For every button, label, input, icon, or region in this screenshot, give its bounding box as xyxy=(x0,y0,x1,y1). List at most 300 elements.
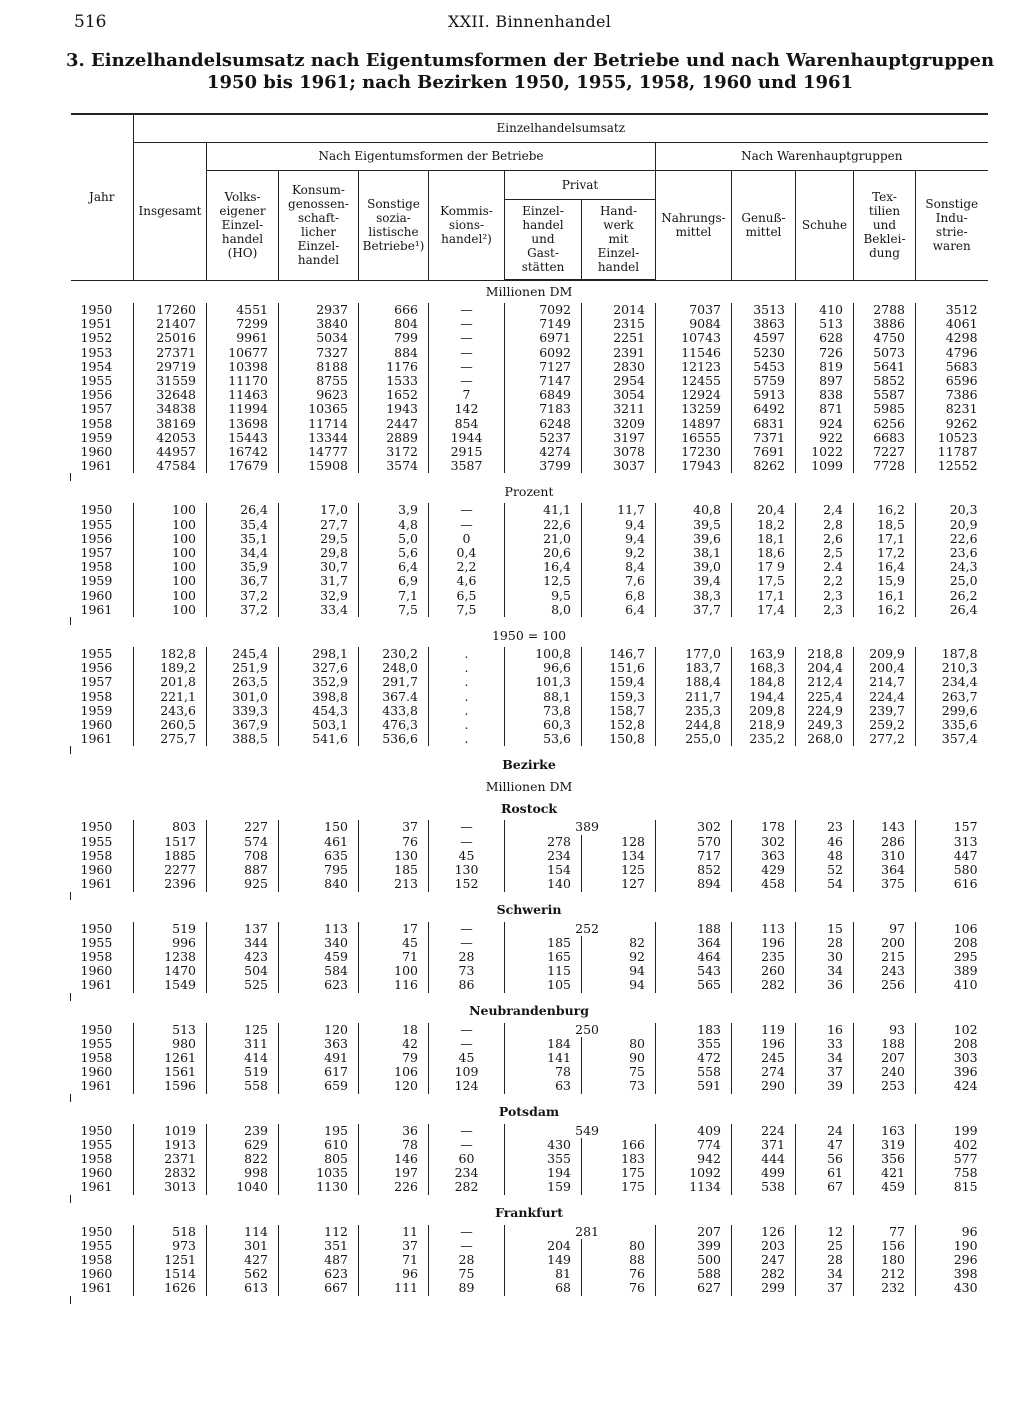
value-cell: 39,5 xyxy=(656,518,732,532)
value-cell: 39,4 xyxy=(656,574,732,588)
value-cell: 140 xyxy=(505,877,582,891)
value-cell: 92 xyxy=(582,950,656,964)
table-row xyxy=(71,1138,988,1152)
value-cell: 399 xyxy=(656,1239,732,1253)
value-cell: 4061 xyxy=(916,317,988,331)
value-cell: 27371 xyxy=(134,346,207,360)
section-label: 1950 = 100 xyxy=(491,627,567,643)
value-cell: 11787 xyxy=(916,445,988,459)
value-cell: 17,5 xyxy=(732,574,796,588)
value-cell: 163,9 xyxy=(732,647,796,661)
value-cell: 38,3 xyxy=(656,589,732,603)
value-cell: 7127 xyxy=(505,360,582,374)
header-kommissionshandel: Kommis- sions- handel²) xyxy=(429,170,505,280)
value-cell: 301 xyxy=(207,1239,279,1253)
value-cell: 154 xyxy=(505,863,582,877)
value-cell: . xyxy=(429,647,505,661)
value-cell: 295 xyxy=(916,950,988,964)
value-cell: 2,6 xyxy=(796,532,854,546)
value-cell: 21407 xyxy=(134,317,207,331)
value-cell: 344 xyxy=(207,936,279,950)
value-cell: 5034 xyxy=(279,331,359,345)
value-cell: 158,7 xyxy=(582,704,656,718)
value-cell: 884 xyxy=(359,346,429,360)
value-cell: 105 xyxy=(505,978,582,992)
value-cell: 301,0 xyxy=(207,690,279,704)
value-cell: 299 xyxy=(732,1281,796,1295)
value-cell: 12 xyxy=(796,1225,854,1239)
value-cell: 2447 xyxy=(359,417,429,431)
value-cell: 183 xyxy=(656,1023,732,1037)
value-cell: 758 xyxy=(916,1166,988,1180)
value-cell: 260 xyxy=(732,964,796,978)
value-cell: — xyxy=(429,1138,505,1152)
value-cell: 5453 xyxy=(732,360,796,374)
value-cell: 7327 xyxy=(279,346,359,360)
value-cell: 351 xyxy=(279,1239,359,1253)
section-label: Millionen DM xyxy=(485,283,573,299)
value-cell: 16,2 xyxy=(854,503,916,517)
value-cell: 47584 xyxy=(134,459,207,473)
value-cell: 298,1 xyxy=(279,647,359,661)
year-cell: 1960 xyxy=(80,1064,113,1080)
table-row xyxy=(71,1253,988,1267)
table-row xyxy=(71,303,988,317)
value-cell: 96 xyxy=(359,1267,429,1281)
header-einzelhandel-gaststaetten: Einzel- handel und Gast- stätten xyxy=(505,199,582,280)
value-cell: 250 xyxy=(505,1023,656,1037)
value-cell: 184,8 xyxy=(732,675,796,689)
value-cell: 3037 xyxy=(582,459,656,473)
value-cell: 18 xyxy=(359,1023,429,1037)
value-cell: 1561 xyxy=(134,1065,207,1079)
value-cell: 7,5 xyxy=(429,603,505,617)
value-cell: 100 xyxy=(134,589,207,603)
value-cell: 2,3 xyxy=(796,603,854,617)
value-cell: 227 xyxy=(207,820,279,834)
value-cell: 143 xyxy=(854,820,916,834)
value-cell: 543 xyxy=(656,964,732,978)
spacer xyxy=(71,1094,988,1102)
value-cell: 47 xyxy=(796,1138,854,1152)
value-cell: 4274 xyxy=(505,445,582,459)
value-cell: 5641 xyxy=(854,360,916,374)
value-cell: 629 xyxy=(207,1138,279,1152)
spacer xyxy=(71,1195,988,1203)
value-cell: 100 xyxy=(359,964,429,978)
spacer xyxy=(71,993,988,1001)
value-cell: 194 xyxy=(505,1166,582,1180)
table-row xyxy=(71,503,988,517)
title-line-1: 3. Einzelhandelsumsatz nach Eigentumsformen der Betriebe und nach Warenhauptgruppen xyxy=(65,50,995,71)
year-cell: 1952 xyxy=(80,330,113,346)
value-cell: 30,7 xyxy=(279,560,359,574)
value-cell: 18,1 xyxy=(732,532,796,546)
value-cell: 26,4 xyxy=(916,603,988,617)
value-cell: 11,7 xyxy=(582,503,656,517)
value-cell: 17 9 xyxy=(732,560,796,574)
table-row xyxy=(71,459,988,473)
table-row xyxy=(71,1079,988,1093)
value-cell: — xyxy=(429,936,505,950)
value-cell: 256 xyxy=(854,978,916,992)
value-cell: 27,7 xyxy=(279,518,359,532)
value-cell: 159 xyxy=(505,1180,582,1194)
value-cell: 239 xyxy=(207,1124,279,1138)
value-cell: 221,1 xyxy=(134,690,207,704)
value-cell: 252 xyxy=(505,922,656,936)
value-cell: 79 xyxy=(359,1051,429,1065)
value-cell: 536,6 xyxy=(359,732,429,746)
table-row xyxy=(71,1124,988,1138)
table-row xyxy=(71,374,988,388)
value-cell: 7147 xyxy=(505,374,582,388)
value-cell: 24,3 xyxy=(916,560,988,574)
value-cell: 29,5 xyxy=(279,532,359,546)
table-row xyxy=(71,718,988,732)
value-cell: 208 xyxy=(916,1037,988,1051)
table-row xyxy=(71,647,988,661)
value-cell: 897 xyxy=(796,374,854,388)
value-cell: . xyxy=(429,718,505,732)
value-cell: 44957 xyxy=(134,445,207,459)
value-cell: 311 xyxy=(207,1037,279,1051)
header-konsum: Konsum- genossen- schaft- licher Einzel- handel xyxy=(279,170,359,280)
value-cell: 0 xyxy=(429,532,505,546)
value-cell: 7183 xyxy=(505,402,582,416)
value-cell: 17943 xyxy=(656,459,732,473)
value-cell: 410 xyxy=(916,978,988,992)
value-cell: 410 xyxy=(796,303,854,317)
value-cell: 922 xyxy=(796,431,854,445)
value-cell: 73 xyxy=(582,1079,656,1093)
table-row xyxy=(71,317,988,331)
value-cell: 189,2 xyxy=(134,661,207,675)
year-cell: 1959 xyxy=(80,429,113,445)
value-cell: 13259 xyxy=(656,402,732,416)
value-cell: 100 xyxy=(134,532,207,546)
value-cell: 120 xyxy=(359,1079,429,1093)
value-cell: 2954 xyxy=(582,374,656,388)
year-cell: 1961 xyxy=(80,1179,113,1195)
value-cell: 45 xyxy=(429,1051,505,1065)
year-cell: 1956 xyxy=(80,530,113,546)
value-cell: 25 xyxy=(796,1239,854,1253)
value-cell: 75 xyxy=(429,1267,505,1281)
value-cell: 519 xyxy=(207,1065,279,1079)
table-row xyxy=(71,1023,988,1037)
value-cell: 454,3 xyxy=(279,704,359,718)
table-row xyxy=(71,936,988,950)
table-row xyxy=(71,589,988,603)
value-cell: 9262 xyxy=(916,417,988,431)
value-cell: 101,3 xyxy=(505,675,582,689)
value-cell: 46 xyxy=(796,835,854,849)
table-row xyxy=(71,1239,988,1253)
value-cell: 37,2 xyxy=(207,603,279,617)
value-cell: 166 xyxy=(582,1138,656,1152)
table-row xyxy=(71,1152,988,1166)
table-row xyxy=(71,431,988,445)
value-cell: 177,0 xyxy=(656,647,732,661)
value-cell: 9,2 xyxy=(582,546,656,560)
value-cell: 188 xyxy=(854,1037,916,1051)
value-cell: 894 xyxy=(656,877,732,891)
value-cell: — xyxy=(429,303,505,317)
table-row xyxy=(71,675,988,689)
year-cell: 1961 xyxy=(80,458,113,474)
year-cell: 1950 xyxy=(80,819,113,835)
value-cell: 12552 xyxy=(916,459,988,473)
table-row xyxy=(71,388,988,402)
value-cell: 188 xyxy=(656,922,732,936)
year-cell: 1955 xyxy=(80,516,113,532)
value-cell: 2315 xyxy=(582,317,656,331)
value-cell: — xyxy=(429,922,505,936)
year-cell: 1950 xyxy=(80,1021,113,1037)
value-cell: 2396 xyxy=(134,877,207,891)
spacer-row xyxy=(71,993,988,1001)
value-cell: 1134 xyxy=(656,1180,732,1194)
table-row xyxy=(71,1065,988,1079)
value-cell: 6971 xyxy=(505,331,582,345)
value-cell: 120 xyxy=(279,1023,359,1037)
value-cell: 803 xyxy=(134,820,207,834)
value-cell: 12,5 xyxy=(505,574,582,588)
value-cell: 17230 xyxy=(656,445,732,459)
value-cell: 102 xyxy=(916,1023,988,1037)
value-cell: 42 xyxy=(359,1037,429,1051)
value-cell: 6596 xyxy=(916,374,988,388)
value-cell: 2391 xyxy=(582,346,656,360)
value-cell: 388,5 xyxy=(207,732,279,746)
table-row xyxy=(71,532,988,546)
spacer-row xyxy=(71,746,988,754)
value-cell: 41,1 xyxy=(505,503,582,517)
value-cell: 398,8 xyxy=(279,690,359,704)
year-cell: 1950 xyxy=(80,502,113,518)
header-genussmittel: Genuß- mittel xyxy=(732,170,796,280)
value-cell: 299,6 xyxy=(916,704,988,718)
value-cell: 26,4 xyxy=(207,503,279,517)
value-cell: 23,6 xyxy=(916,546,988,560)
value-cell: 184 xyxy=(505,1037,582,1051)
value-cell: 80 xyxy=(582,1037,656,1051)
value-cell: 243,6 xyxy=(134,704,207,718)
value-cell: 278 xyxy=(505,835,582,849)
value-cell: 409 xyxy=(656,1124,732,1138)
value-cell: — xyxy=(429,346,505,360)
value-cell: — xyxy=(429,317,505,331)
value-cell: 182,8 xyxy=(134,647,207,661)
value-cell: 356 xyxy=(854,1152,916,1166)
value-cell: 549 xyxy=(505,1124,656,1138)
value-cell: 635 xyxy=(279,849,359,863)
value-cell: — xyxy=(429,331,505,345)
value-cell: 90 xyxy=(582,1051,656,1065)
value-cell: 7,5 xyxy=(359,603,429,617)
value-cell: 195 xyxy=(279,1124,359,1138)
value-cell: 16,1 xyxy=(854,589,916,603)
value-cell: 10398 xyxy=(207,360,279,374)
value-cell: 14897 xyxy=(656,417,732,431)
value-cell: 35,9 xyxy=(207,560,279,574)
value-cell: — xyxy=(429,360,505,374)
value-cell: — xyxy=(429,1239,505,1253)
value-cell: 225,4 xyxy=(796,690,854,704)
value-cell: 78 xyxy=(359,1138,429,1152)
value-cell: 39,0 xyxy=(656,560,732,574)
value-cell: 224,4 xyxy=(854,690,916,704)
value-cell: 67 xyxy=(796,1180,854,1194)
value-cell: 212 xyxy=(854,1267,916,1281)
year-cell: 1960 xyxy=(80,1266,113,1282)
value-cell: 795 xyxy=(279,863,359,877)
value-cell: 17,1 xyxy=(732,589,796,603)
value-cell: 1549 xyxy=(134,978,207,992)
value-cell: 235,3 xyxy=(656,704,732,718)
year-cell: 1955 xyxy=(80,934,113,950)
value-cell: 15 xyxy=(796,922,854,936)
value-cell: 26,2 xyxy=(916,589,988,603)
value-cell: 137 xyxy=(207,922,279,936)
value-cell: 275,7 xyxy=(134,732,207,746)
value-cell: 251,9 xyxy=(207,661,279,675)
value-cell: 562 xyxy=(207,1267,279,1281)
year-cell: 1955 xyxy=(80,646,113,662)
value-cell: 17260 xyxy=(134,303,207,317)
value-cell: 623 xyxy=(279,1267,359,1281)
value-cell: 7386 xyxy=(916,388,988,402)
value-cell: 558 xyxy=(207,1079,279,1093)
value-cell: 6492 xyxy=(732,402,796,416)
value-cell: 3886 xyxy=(854,317,916,331)
header-privat: Privat xyxy=(505,170,656,199)
value-cell: 924 xyxy=(796,417,854,431)
value-cell: 245 xyxy=(732,1051,796,1065)
value-cell: 20,4 xyxy=(732,503,796,517)
value-cell: 871 xyxy=(796,402,854,416)
value-cell: 487 xyxy=(279,1253,359,1267)
value-cell: 268,0 xyxy=(796,732,854,746)
value-cell: 175 xyxy=(582,1166,656,1180)
value-cell: 1913 xyxy=(134,1138,207,1152)
year-cell: 1958 xyxy=(80,948,113,964)
value-cell: 6,8 xyxy=(582,589,656,603)
value-cell: 2832 xyxy=(134,1166,207,1180)
value-cell: — xyxy=(429,503,505,517)
value-cell: 56 xyxy=(796,1152,854,1166)
value-cell: 1130 xyxy=(279,1180,359,1194)
value-cell: 627 xyxy=(656,1281,732,1295)
value-cell: 2937 xyxy=(279,303,359,317)
header-warenhauptgruppen: Nach Warenhauptgruppen xyxy=(656,142,988,170)
value-cell: 430 xyxy=(916,1281,988,1295)
section-label: Frankfurt xyxy=(495,1205,563,1221)
table-row xyxy=(71,1267,988,1281)
value-cell: 3513 xyxy=(732,303,796,317)
year-cell: 1960 xyxy=(80,587,113,603)
value-cell: 201,8 xyxy=(134,675,207,689)
year-cell: 1955 xyxy=(80,1237,113,1253)
value-cell: 150,8 xyxy=(582,732,656,746)
value-cell: 355 xyxy=(656,1037,732,1051)
value-cell: 10523 xyxy=(916,431,988,445)
value-cell: 185 xyxy=(359,863,429,877)
value-cell: 6,5 xyxy=(429,589,505,603)
value-cell: 447 xyxy=(916,849,988,863)
value-cell: 584 xyxy=(279,964,359,978)
value-cell: 5913 xyxy=(732,388,796,402)
section-label-row xyxy=(71,798,988,820)
value-cell: 260,5 xyxy=(134,718,207,732)
value-cell: 9084 xyxy=(656,317,732,331)
table-row xyxy=(71,863,988,877)
value-cell: 38,1 xyxy=(656,546,732,560)
value-cell: . xyxy=(429,704,505,718)
value-cell: 190 xyxy=(916,1239,988,1253)
value-cell: 2251 xyxy=(582,331,656,345)
value-cell: — xyxy=(429,820,505,834)
value-cell: 805 xyxy=(279,1152,359,1166)
value-cell: 259,2 xyxy=(854,718,916,732)
value-cell: 76 xyxy=(359,835,429,849)
value-cell: 13698 xyxy=(207,417,279,431)
value-cell: 60 xyxy=(429,1152,505,1166)
value-cell: 525 xyxy=(207,978,279,992)
value-cell: 6,9 xyxy=(359,574,429,588)
value-cell: 613 xyxy=(207,1281,279,1295)
value-cell: 30 xyxy=(796,950,854,964)
value-cell: 194,4 xyxy=(732,690,796,704)
section-label: Bezirke xyxy=(502,757,556,773)
value-cell: 363 xyxy=(279,1037,359,1051)
value-cell: 159,3 xyxy=(582,690,656,704)
value-cell: 424 xyxy=(916,1079,988,1093)
value-cell: 183,7 xyxy=(656,661,732,675)
value-cell: 97 xyxy=(854,922,916,936)
value-cell: 8188 xyxy=(279,360,359,374)
value-cell: 398 xyxy=(916,1267,988,1281)
value-cell: 96,6 xyxy=(505,661,582,675)
value-cell: 282 xyxy=(732,1267,796,1281)
value-cell: 7299 xyxy=(207,317,279,331)
value-cell: 22,6 xyxy=(505,518,582,532)
section-label: Neubrandenburg xyxy=(469,1003,589,1019)
value-cell: 591 xyxy=(656,1079,732,1093)
value-cell: 100 xyxy=(134,503,207,517)
value-cell: 53,6 xyxy=(505,732,582,746)
value-cell: 5985 xyxy=(854,402,916,416)
value-cell: 513 xyxy=(796,317,854,331)
value-cell: 942 xyxy=(656,1152,732,1166)
value-cell: 73,8 xyxy=(505,704,582,718)
value-cell: 22,6 xyxy=(916,532,988,546)
value-cell: 5587 xyxy=(854,388,916,402)
value-cell: 8,0 xyxy=(505,603,582,617)
value-cell: 15,9 xyxy=(854,574,916,588)
value-cell: 15443 xyxy=(207,431,279,445)
value-cell: 0,4 xyxy=(429,546,505,560)
table-row xyxy=(71,560,988,574)
value-cell: 472 xyxy=(656,1051,732,1065)
header-jahr: Jahr xyxy=(71,114,134,280)
header-textilien: Tex- tilien und Beklei- dung xyxy=(854,170,916,280)
value-cell: 421 xyxy=(854,1166,916,1180)
value-cell: 290 xyxy=(732,1079,796,1093)
value-cell: 3013 xyxy=(134,1180,207,1194)
value-cell: 183 xyxy=(582,1152,656,1166)
